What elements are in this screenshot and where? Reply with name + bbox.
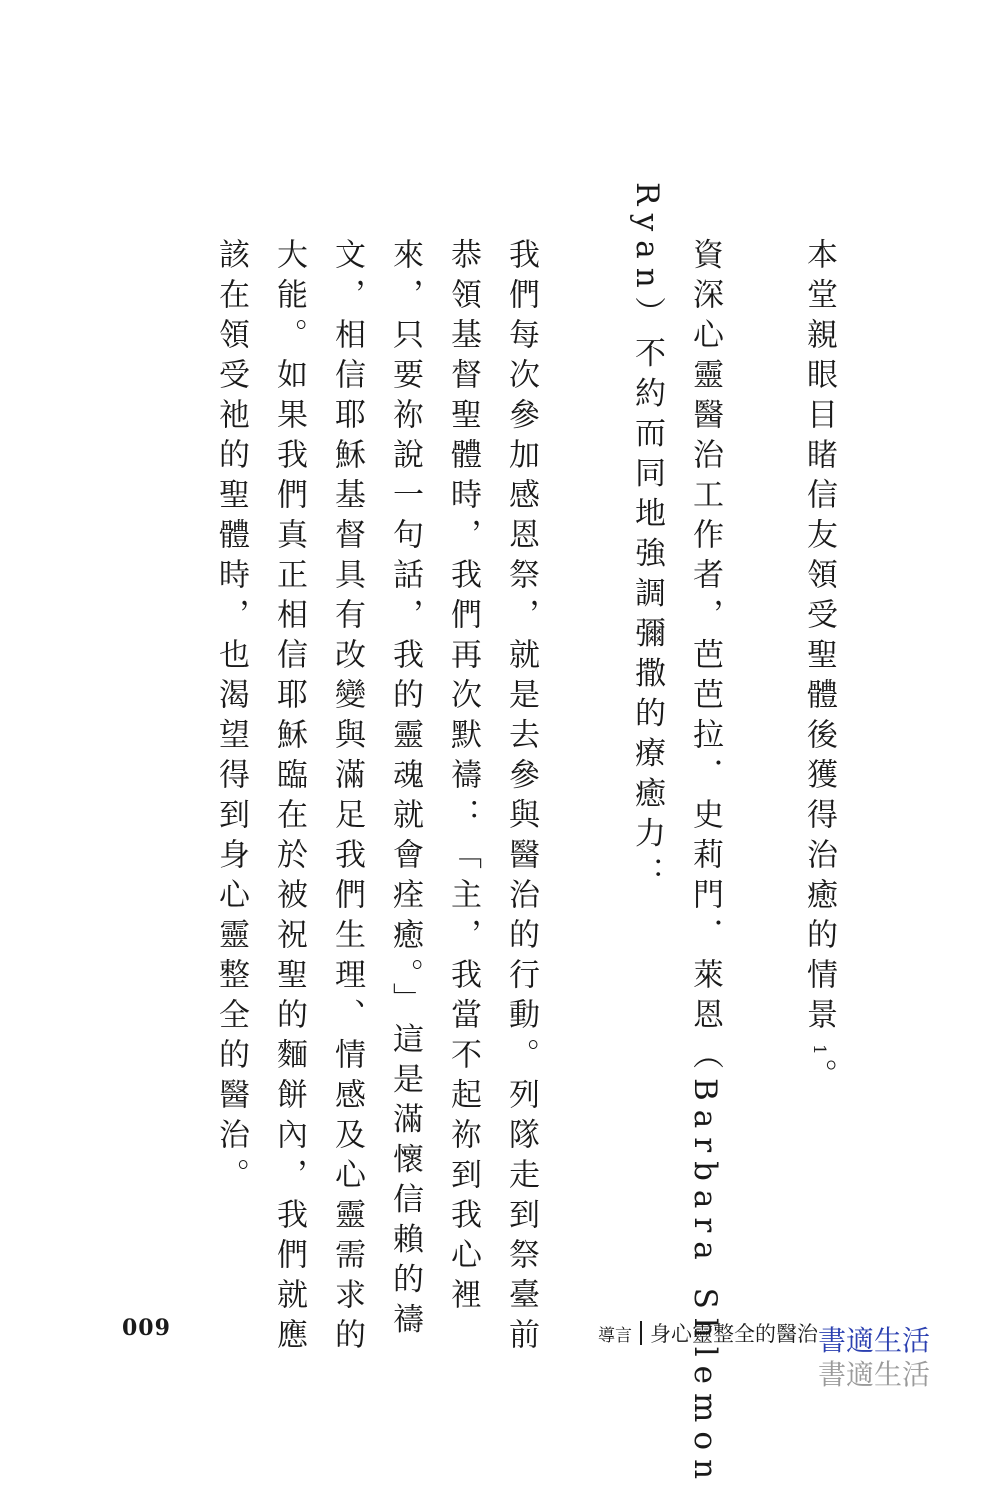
quote-line-4: 文，相信耶穌基督具有改變與滿足我們生理、情感及心靈需求的 bbox=[329, 238, 365, 1358]
chapter-title: 身心靈整全的醫治 bbox=[650, 1322, 818, 1346]
watermark-logo-secondary: 書適生活 bbox=[818, 1358, 931, 1391]
quote-line-1: 我們每次參加感恩祭，就是去參與醫治的行動。列隊走到祭臺前 bbox=[503, 238, 539, 1358]
running-header bbox=[598, 1318, 818, 1348]
header-divider bbox=[640, 1321, 642, 1345]
paragraph-line-2: 資深心靈醫治工作者，芭芭拉．史莉門．萊恩（Barbara Shlemon bbox=[687, 238, 723, 1488]
paragraph-line-1 bbox=[799, 238, 839, 1099]
quote-line-2: 恭領基督聖體時，我們再次默禱：「主，我當不起祢到我心裡 bbox=[445, 238, 481, 1318]
line-1-end: 。 bbox=[801, 1058, 837, 1099]
footnote-marker[interactable]: 1 bbox=[809, 1044, 829, 1055]
line-1-text: 本堂親眼目睹信友領受聖體後獲得治癒的情景 bbox=[801, 238, 837, 1038]
paragraph-line-3: Ryan）不約而同地強調彌撒的療癒力： bbox=[629, 182, 665, 897]
section-label: 導言 bbox=[598, 1325, 632, 1346]
quote-line-3: 來，只要祢說一句話，我的靈魂就會痊癒。」這是滿懷信賴的禱 bbox=[387, 238, 423, 1343]
watermark-logo-primary: 書適生活 bbox=[818, 1324, 931, 1357]
page-number: 009 bbox=[122, 1315, 171, 1341]
quote-line-5: 大能。如果我們真正相信耶穌臨在於被祝聖的麵餅內，我們就應 bbox=[271, 238, 307, 1358]
quote-line-6: 該在領受祂的聖體時，也渴望得到身心靈整全的醫治。 bbox=[213, 238, 249, 1198]
